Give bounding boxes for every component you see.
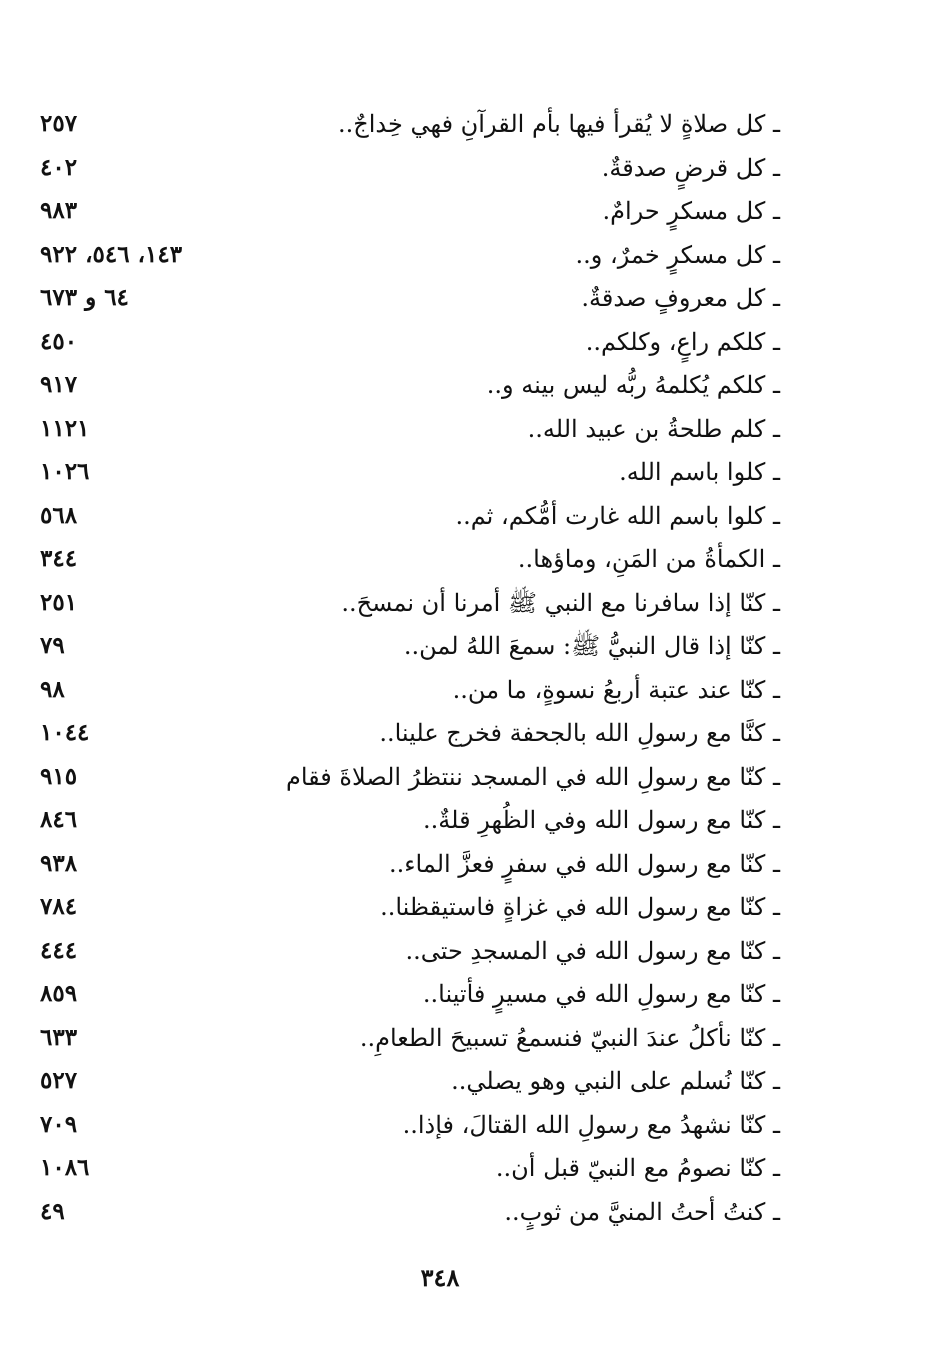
index-entry [40,233,780,277]
entry-reference: ١٤٣، ٥٤٦، ٩٢٢ [40,240,183,268]
entry-text: ـ كنّا مع رسول الله في سفرٍ فعزَّ الماء.. [389,849,780,878]
entry-text: ـ كل مسكرٍ خمرٌ، و.. [575,240,780,269]
entry-reference: ٤٩ [40,1197,65,1225]
index-entry [40,711,780,755]
entry-text: ـ كنّا نشهدُ مع رسولِ الله القتالَ، فإذا.. [402,1110,780,1139]
entry-text: ـ كلكم راعٍ، وكلكم.. [585,327,780,356]
index-entry [40,1146,780,1190]
entry-text: ـ كل قرضٍ صدقةٌ. [601,153,780,182]
entry-reference: ٧٨٤ [40,893,78,920]
entry-text: ـ كل مسكرٍ حرامٌ. [602,197,780,225]
entry-text: ـ كل صلاةٍ لا يُقرأ فيها بأم القرآنِ فهي خِداجٌ.. [338,110,780,138]
entry-reference: ٢٥٧ [40,110,78,137]
entry-reference: ١٠٢٦ [40,458,90,485]
index-entry [40,972,780,1016]
entry-reference: ٤٤٤ [40,936,78,964]
entry-text: ـ كلم طلحةُ بن عبيد الله.. [527,414,780,443]
index-entry [40,929,780,973]
hadith-index-list [40,102,780,1233]
index-entry [40,276,780,320]
entry-reference: ٣٤٤ [40,545,78,572]
index-entry [40,1016,780,1060]
index-entry [40,885,780,929]
index-entry [40,668,780,712]
entry-reference: ١١٢١ [40,414,90,442]
entry-reference: ٨٤٦ [40,806,78,833]
index-entry [40,798,780,842]
entry-text: ـ كلكم يُكلمهُ ربُّه ليس بينه و.. [486,371,780,399]
entry-reference: ٩١٥ [40,762,78,790]
entry-reference: ٥٢٧ [40,1067,78,1094]
index-entry [40,1103,780,1147]
entry-text: ـ كنّا مع رسولِ الله في المسجد ننتظرُ الصلاةَ فقام [285,762,780,791]
entry-text: ـ كنّا نصومُ مع النبيّ قبل أن.. [495,1154,780,1182]
index-entry [40,1059,780,1103]
index-entry [40,842,780,886]
entry-text: ـ كنّا نأكلُ عندَ النبيّ فنسمعُ تسبيحَ الطعامِ.. [359,1023,780,1052]
entry-text: ـ كنّا نُسلم على النبي وهو يصلي.. [451,1067,780,1095]
index-entry [40,102,780,146]
entry-reference: ١٠٤٤ [40,719,90,746]
entry-reference: ٢٥١ [40,588,78,616]
entry-text: ـ كلوا باسم الله غارت أمُّكم، ثم.. [455,501,780,530]
entry-text: ـ كنّا إذا سافرنا مع النبي ﷺ أمرنا أن نمسحَ.. [341,588,780,617]
entry-reference: ٥٦٨ [40,501,78,529]
entry-reference: ٩٨٣ [40,197,78,224]
entry-reference: ٦٤ و ٦٧٣ [40,284,129,311]
entry-text: ـ كنّا مع رسول الله في المسجدِ حتى.. [405,936,780,965]
page-number: ٣٤٨ [420,1263,460,1292]
entry-reference: ٧٠٩ [40,1110,78,1138]
entry-reference: ٧٩ [40,632,65,659]
entry-text: ـ كلوا باسم الله. [619,458,780,486]
index-entry [40,581,780,625]
index-entry [40,407,780,451]
index-entry [40,494,780,538]
entry-reference: ٦٣٣ [40,1023,78,1051]
entry-reference: ١٠٨٦ [40,1154,90,1181]
entry-text: ـ كنتُ أحتُ المنيَّ من ثوبٍ.. [504,1197,780,1226]
entry-text: ـ كنّا مع رسول الله وفي الظُهرِ قلةٌ.. [423,806,780,834]
entry-reference: ٨٥٩ [40,980,78,1007]
entry-reference: ٤٠٢ [40,153,78,181]
index-entry [40,363,780,407]
entry-reference: ٤٥٠ [40,327,78,355]
entry-text: ـ كنّا مع رسولِ الله في مسيرٍ فأتينا.. [422,980,780,1008]
entry-reference: ٩٣٨ [40,849,78,877]
entry-reference: ٩٨ [40,675,65,703]
index-entry [40,450,780,494]
index-entry [40,189,780,233]
entry-text: ـ كنّا مع رسول الله في غزاةٍ فاستيقظنا.. [380,893,780,921]
entry-text: ـ كنَّا مع رسولِ الله بالجحفة فخرج علينا.. [379,719,780,747]
entry-text: ـ الكمأةُ من المَنِ، وماؤها.. [517,545,780,573]
entry-text: ـ كل معروفٍ صدقةٌ. [581,284,780,312]
index-entry [40,537,780,581]
entry-text: ـ كنّا عند عتبة أربعُ نسوةٍ، ما من.. [452,675,780,704]
entry-text: ـ كنّا إذا قال النبيُّ ﷺ: سمعَ اللهُ لمن.. [403,632,780,660]
index-entry [40,146,780,190]
index-entry [40,320,780,364]
index-entry [40,624,780,668]
index-entry [40,755,780,799]
entry-reference: ٩١٧ [40,371,78,398]
index-entry [40,1190,780,1234]
